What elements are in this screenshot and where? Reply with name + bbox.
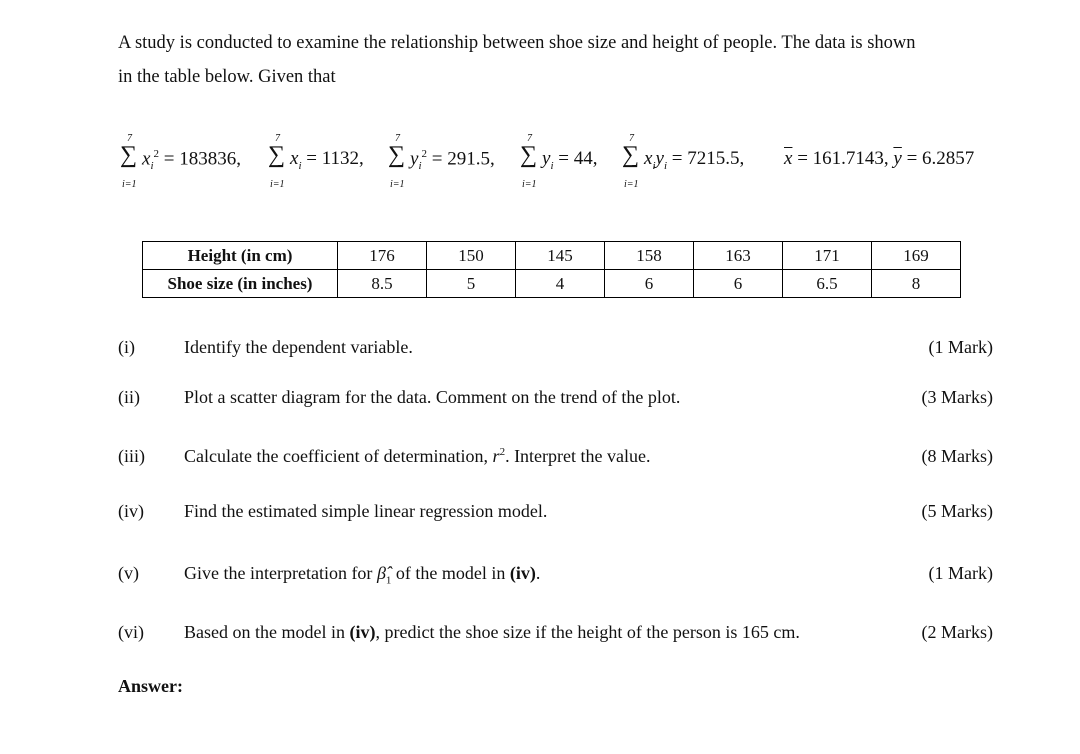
sum-y-squared-value: = 291.5,: [431, 148, 495, 170]
question-ii: [118, 387, 993, 417]
table-row: [143, 242, 961, 270]
sigma-icon: ∑: [268, 142, 286, 168]
table-cell: 4: [516, 270, 605, 298]
table-cell: 158: [605, 242, 694, 270]
shoe-size-row-label: Shoe size (in inches): [143, 270, 338, 298]
table-row: [143, 270, 961, 298]
question-iv: [118, 501, 993, 531]
question-marks: (1 Mark): [928, 337, 993, 357]
question-text: Find the estimated simple linear regression model.: [184, 501, 548, 521]
question-marks: (5 Marks): [921, 501, 993, 521]
table-cell: 163: [694, 242, 783, 270]
question-text: Based on the model in (iv), predict the shoe size if the height of the person is 165 cm.: [184, 622, 800, 642]
question-marks: (1 Mark): [928, 563, 993, 583]
height-row-label: Height (in cm): [143, 242, 338, 270]
table-cell: 150: [427, 242, 516, 270]
question-iii: [118, 446, 993, 476]
question-text: Give the interpretation for $\betâ_1$ of the model in (iv).: [184, 563, 541, 587]
question-number: (ii): [118, 387, 140, 407]
question-number: (i): [118, 337, 135, 357]
table-cell: 6: [694, 270, 783, 298]
question-i: [118, 337, 993, 367]
question-text: Plot a scatter diagram for the data. Comment on the trend of the plot.: [184, 387, 681, 407]
sigma-icon: ∑: [520, 142, 538, 168]
table-cell: 176: [338, 242, 427, 270]
answer-label: Answer:: [118, 676, 183, 696]
question-marks: (3 Marks): [921, 387, 993, 407]
sigma-icon: ∑: [388, 142, 406, 168]
y-bar-value: = 6.2857: [906, 148, 975, 169]
table-cell: 5: [427, 270, 516, 298]
question-text: Identify the dependent variable.: [184, 337, 413, 357]
intro-line-2: in the table below. Given that: [118, 67, 336, 87]
question-text: Calculate the coefficient of determination, $r^2$. Interpret the value.: [184, 446, 651, 466]
sum-x-squared-value: = 183836,: [163, 148, 241, 170]
sigma-icon: ∑: [622, 142, 640, 168]
sigma-icon: ∑: [120, 142, 138, 168]
summation-formula: 7 ∑ i=1 $x_i^2 = 183836$, 7 ∑ i=1 $x_i = 1132$, 7 ∑ i=1 $y_i^2 = 291.5$, 7 ∑ i=1 $y_i = 44$, 7 ∑ i=1 $x_iy_i = 7215.5$, $\overline{x} = 161.7143$, $\overline{y} = 6.2857$: [120, 133, 975, 190]
sum-xy-value: = 7215.5,: [671, 148, 745, 169]
sum-y-value: = 44,: [558, 148, 598, 169]
table-cell: 8: [872, 270, 961, 298]
table-cell: 171: [783, 242, 872, 270]
x-bar-value: = 161.7143,: [797, 148, 889, 169]
question-marks: (2 Marks): [921, 622, 993, 642]
data-table: [142, 241, 961, 298]
intro-line-1: A study is conducted to examine the relationship between shoe size and height of people. The data is shown: [118, 33, 916, 53]
question-number: (iii): [118, 446, 145, 466]
question-number: (v): [118, 563, 139, 583]
table-cell: 6: [605, 270, 694, 298]
question-marks: (8 Marks): [921, 446, 993, 466]
beta-hat-symbol: $\betâ_1$: [376, 563, 392, 587]
table-cell: 6.5: [783, 270, 872, 298]
question-number: (vi): [118, 622, 144, 642]
question-number: (iv): [118, 501, 144, 521]
table-cell: 169: [872, 242, 961, 270]
table-cell: 145: [516, 242, 605, 270]
question-v: [118, 563, 993, 593]
sum-x-value: = 1132,: [306, 148, 364, 169]
table-cell: 8.5: [338, 270, 427, 298]
problem-intro: [118, 26, 1008, 94]
question-vi: [118, 622, 993, 652]
